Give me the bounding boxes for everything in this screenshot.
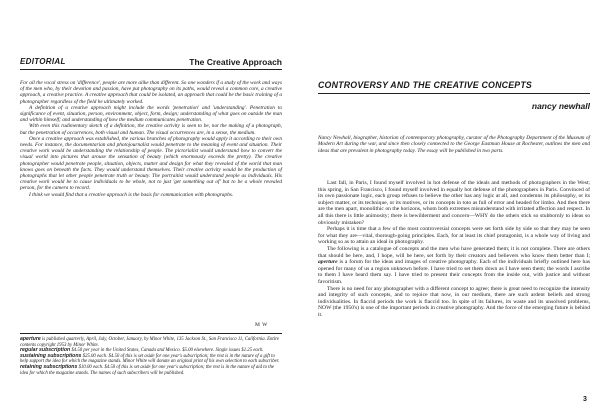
article-paragraph [318, 246, 590, 286]
article-intro: Nancy Newhall, biographer, historian of contemporary photography, curator of the Photography Department of the Museum of Modern Art during the war, and since then closely connected to the George Eastman House at Rochester, outlines the men and ideas that are prevalent in photography today. The essay will be published in two parts. [318, 135, 590, 154]
article-body [318, 180, 590, 318]
editorial-paragraph: I think we would find that a creative approach is the basis for communication with photographs. [29, 191, 234, 198]
regular-label: regular subscription [20, 347, 71, 354]
article-paragraph: Last fall, in Paris, I found myself involved in hot defense of the ideals and methods of photographers in the West; this spring, in San Francisco, I found myself involved in equally hot defense of the photographers in Paris. Convinced of its own passionate logic, each group refuses to believe the other has any logic at all, and condemns its philosophy, or its subject matter, or its technique, or its motives, or its concepts in toto as full of error and headed for limbo. And then there are the men apart, monolithic on the horizons, whom both extremes misunderstand with irritated affection and respect. In all this there is little animosity; there is bewilderment and concern—WHY do the others stick so stubbornly to ideas so obviously mistaken? [318, 180, 590, 226]
aperture-inline: aperture [318, 259, 338, 266]
regular-text: $4.50 per year in the United States, Canada and Mexico. $5.00 elsewhere. Single issues $1.25 each. [71, 348, 264, 354]
retaining-subscription [20, 365, 282, 376]
editorial-header [20, 57, 282, 70]
aperture-label: aperture [20, 336, 41, 342]
aperture-text: is published quarterly, April, July, October, January, by Minor White, 135 Jackson St., San Francisco 11, California. Entire contents copyright 1953 by Minor White. [20, 337, 279, 348]
article-paragraph-text: is a forum for the ideas and images of creative photography. Each of the individuals briefly outlined here has opened for many of us a region unknown before. I have tried to set them down as I have seen them; the words I ascribe to them I have heard them say. I have tried to present their concepts from the inside out, with justice and without favoritism. [318, 259, 590, 285]
article-author: nancy newhall [531, 101, 590, 111]
editorial-paragraph: With even this rudimentary sketch of a definition, the creative activity is seen to be, not the making of a photograph, but the penetration of occurrences, both visual and human. The visual occurrences are, in a sense, the medium. [20, 123, 282, 136]
article-title: CONTROVERSY AND THE CREATIVE CONCEPTS [318, 80, 590, 94]
article-paragraph-text: The following is a catalogue of concepts and the men who have generated them; it is not complete. There are others that should be here, and, I hope, will be here, set forth by their creators and believers who know them better than I; [318, 245, 590, 259]
sustaining-label: sustaining subscriptions [20, 352, 82, 359]
sustaining-text: $25.00 each. $4.50 of this is set aside for one year's subscription; the rest is in the nature of a gift to help support the idea for which the magazine stands. Minor White will donate an original print of his own selection to each subscriber. [20, 353, 280, 365]
article-paragraph: There is no need for any photographer with a different concept to agree; there is great need to recognize the intensity and integrity of such concepts, and to rejoice that now, in our medium, there are such ardent beliefs and strong individualities. In flaccid periods the work is flaccid too. In spite of its failures, its waste and its unsolved problems, NOW (the 1950's) is one of the important periods in creative photography. And the force of the emerging future is behind it. [318, 285, 590, 318]
editorial-paragraph: For all the vocal stress on 'difference', people are more alike than different. So one wonders if a study of the work and ways of the men who, by their devotion and passion, have put photography on its paths, would reveal a common core, a creative approach, a creative practice. A creative approach that could be isolated, an approach that could be the basic training of a photographer regardless of the field he ultimately worked. [20, 80, 282, 105]
page-number: 3 [583, 396, 587, 403]
section-title: The Creative Approach [189, 57, 282, 67]
retaining-label: retaining subscriptions [20, 363, 78, 370]
retaining-text: $10.00 each. $4.50 of this is set aside for one year's subscription; the rest is in the nature of aid to the idea for which the magazine stands. The names of such subscribers will be published. [20, 364, 275, 376]
editorial-paragraph: A definition of a creative approach might include the words 'penetration' and 'understanding'. Penetration to significance of event, situation, person, environment, object, form, design; understanding of what goes on outside the man and within himself; and understanding of how the medium communicates penetration. [20, 104, 282, 124]
editorial-signature: M W [255, 322, 268, 328]
editorial-paragraph: Once a creative approach was established, the various branches of photography would apply it according to their own needs. For instance, the documentarian and photojournalist would penetrate to the meaning of event and situation. Their creative work would be understanding the relationship of people. The pictorialist would understand how to convert the visual world into pictures that arouse the sensation of beauty (which enormously exceeds the pretty). The creative photographer would penetrate people, situation, objects, matter and design for what they revealed of the world that man knows goes on beneath the facts. They would understand themselves. Their creative activity would be the production of photographs that let other people penetrate truth or beauty. The portraitist would understand people as individuals. His creative work would be to cause individuals to be whole, not to just 'get something out of' but to be a whole revealed person, for the camera to record. [20, 135, 282, 192]
article-paragraph: Perhaps it is time that a few of the most controversial concepts were set forth side by side so that they may be seen for what they are—vital, thorough-going principles. Each, for at least its chief protagonist, is a whole way of living and working so as to attain an ideal in photography. [318, 226, 590, 246]
subscription-footer [20, 333, 282, 376]
editorial-text [20, 80, 282, 198]
section-tag: EDITORIAL [20, 57, 66, 66]
